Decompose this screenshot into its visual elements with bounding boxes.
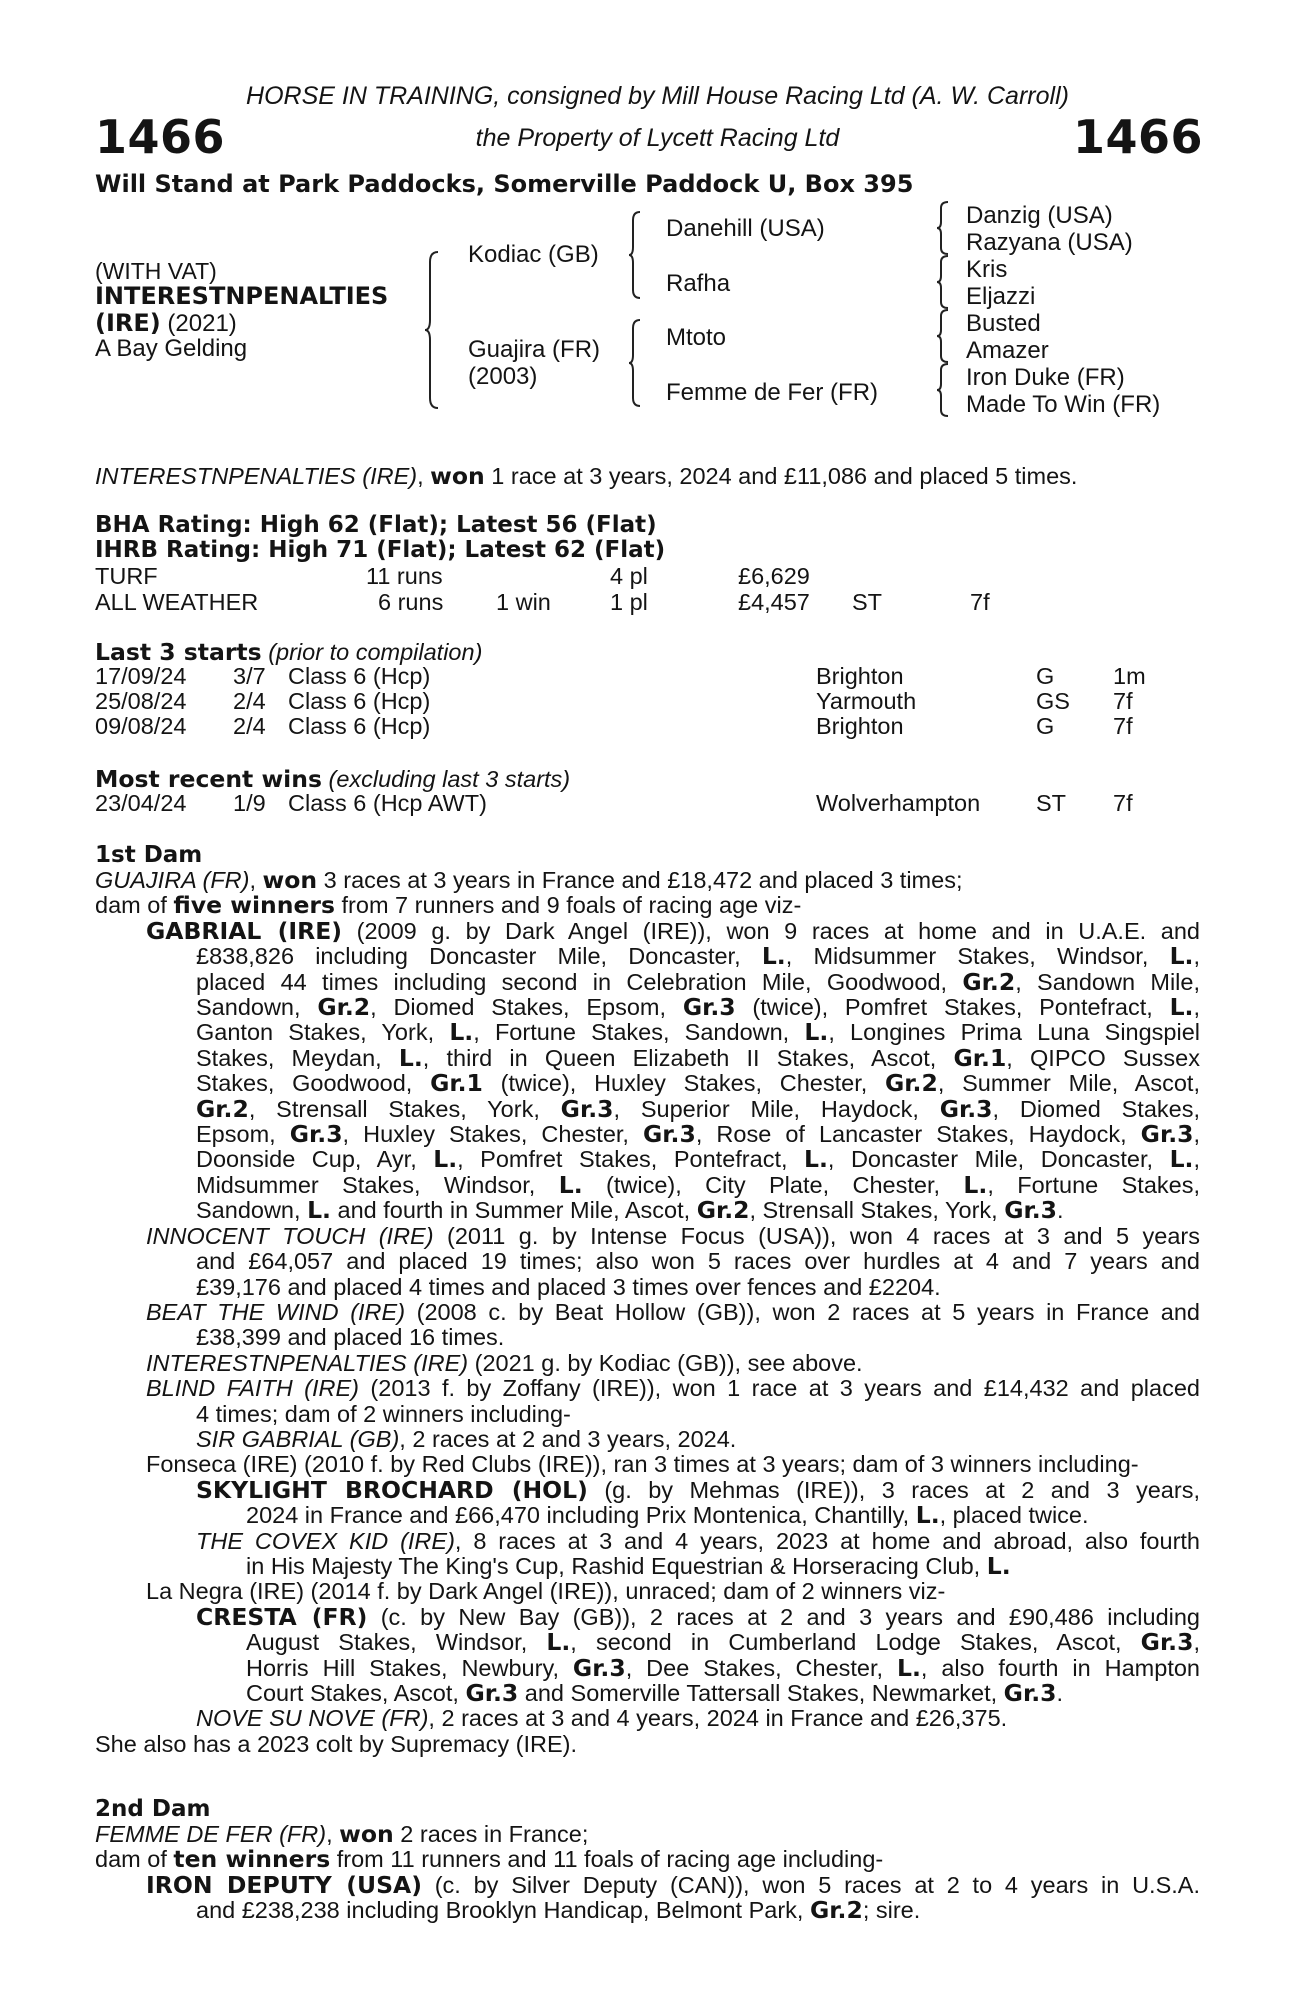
second-dam-produce-line [95, 1847, 1200, 1872]
second-dam-won: won [339, 1820, 394, 1848]
produce-text: placed 44 times including second in Celebration Mile, Goodwood, Gr.2, Sandown Mile, [196, 967, 1200, 996]
produce-text: (2009 g. by Dark Angel (IRE)), won 9 races at home and in U.A.E. and [342, 917, 1200, 944]
pedigree-sire-sire: Danehill (USA) [666, 215, 825, 242]
produce-continuation [146, 944, 1200, 1223]
record-runs: 6 runs [378, 589, 444, 615]
start-going: GS [1036, 688, 1070, 714]
first-dam-line: GUAJIRA (FR), won 3 races at 3 years in France and £18,472 and placed 3 times; [95, 866, 963, 894]
start-going: G [1036, 663, 1055, 689]
produce-text: Stakes, Meydan, L., third in Queen Elizabeth II Stakes, Ascot, Gr.1, QIPCO Sussex [196, 1043, 1200, 1072]
produce-text: 2024 in France and £66,470 including Prix Montenica, Chantilly, L., placed twice. [246, 1501, 1089, 1530]
start-distance: 7f [1113, 688, 1133, 714]
first-dam-name: GUAJIRA (FR) [95, 867, 250, 893]
pedigree-g5: Busted [966, 310, 1041, 337]
record-prize: £4,457 [738, 589, 810, 615]
record-surface: ALL WEATHER [95, 589, 259, 615]
produce-blind-faith [95, 1376, 1200, 1427]
bha-rating: BHA Rating: High 62 (Flat); Latest 56 (Flat) [95, 512, 657, 538]
produce-text: Ganton Stakes, York, L., Fortune Stakes, Sandown, L., Longines Prima Luna Singspiel [196, 1018, 1201, 1047]
record-placed: 1 pl [610, 589, 648, 615]
pedigree-g3: Kris [966, 256, 1008, 283]
record-placed: 4 pl [610, 563, 648, 589]
produce-name: INNOCENT TOUCH (IRE) [146, 1222, 434, 1249]
produce-text: (2013 f. by Zoffany (IRE)), won 1 race at 3 years and £14,432 and placed [359, 1375, 1200, 1402]
produce-text: (g. by Mehmas (IRE)), 3 races at 2 and 3 years, [587, 1476, 1200, 1503]
pedigree-g1: Danzig (USA) [966, 202, 1113, 229]
record-runs: 11 runs [366, 563, 443, 589]
produce-continuation [196, 1503, 1200, 1528]
pedigree-brace-dam [628, 318, 644, 408]
produce-cresta [95, 1602, 1200, 1707]
win-date: 23/04/24 [95, 790, 187, 816]
produce-name: NOVE SU NOVE (FR) [196, 1705, 429, 1732]
pedigree-dam-year: (2003) [468, 363, 538, 390]
start-position: 2/4 [233, 713, 266, 739]
produce-text: (c. by New Bay (GB)), 2 races at 2 and 3 years and £90,486 including [367, 1603, 1200, 1630]
produce-text: Sandown, Gr.2, Diomed Stakes, Epsom, Gr.3 (twice), Pomfret Stakes, Pontefract, L., [196, 993, 1200, 1022]
start-position: 2/4 [233, 688, 266, 714]
start-distance: 7f [1113, 713, 1133, 739]
pedigree-brace-sire [628, 210, 644, 300]
produce-name: CRESTA (FR) [196, 1602, 368, 1631]
horse-description: A Bay Gelding [95, 335, 248, 362]
produce-text: Gr.2, Strensall Stakes, York, Gr.3, Superior Mile, Haydock, Gr.3, Diomed Stakes, [196, 1094, 1201, 1123]
dam-of-label: dam of [95, 892, 167, 919]
second-dam-title: 2nd Dam [95, 1796, 211, 1822]
produce-name: SIR GABRIAL (GB) [196, 1425, 400, 1452]
win-course: Wolverhampton [816, 790, 981, 816]
produce-continuation [146, 1325, 1200, 1350]
produce-name: BEAT THE WIND (IRE) [146, 1298, 406, 1325]
produce-innocent-touch [95, 1224, 1200, 1300]
start-course: Yarmouth [816, 688, 917, 714]
consignment-line: HORSE IN TRAINING, consigned by Mill House Racing Ltd (A. W. Carroll) [246, 82, 1069, 110]
pedigree-g8: Made To Win (FR) [966, 391, 1161, 418]
produce-covex-kid [95, 1529, 1200, 1580]
pedigree-dam: Guajira (FR) [468, 336, 601, 363]
produce-continuation [146, 1898, 1200, 1923]
produce-text: August Stakes, Windsor, L., second in Cumberland Lodge Stakes, Ascot, Gr.3, [246, 1628, 1200, 1657]
produce-sir-gabrial [95, 1427, 1200, 1452]
dam-of-label: dam of [95, 1846, 167, 1873]
produce-text: , 2 races at 3 and 4 years, 2024 in France and £26,375. [428, 1705, 1008, 1732]
start-date: 17/09/24 [95, 663, 187, 689]
record-surface: TURF [95, 563, 158, 589]
pedigree-brace-g2 [936, 254, 952, 310]
horse-name: INTERESTNPENALTIES [95, 282, 389, 310]
start-class: Class 6 (Hcp) [288, 663, 431, 689]
pedigree-g2: Razyana (USA) [966, 229, 1133, 256]
horse-country: (IRE) [95, 309, 161, 337]
property-line: the Property of Lycett Racing Ltd [475, 124, 840, 152]
start-course: Brighton [816, 663, 904, 689]
produce-text: Midsummer Stakes, Windsor, L. (twice), City Plate, Chester, L., Fortune Stakes, [196, 1170, 1201, 1199]
produce-continuation [146, 1402, 1200, 1427]
produce-text: £39,176 and placed 4 times and placed 3 times over fences and £2204. [196, 1273, 941, 1300]
produce-continuation [146, 1249, 1200, 1300]
produce-nove-su-nove [95, 1706, 1200, 1731]
win-position: 1/9 [233, 790, 266, 816]
produce-name: INTERESTNPENALTIES (IRE) [146, 1349, 469, 1376]
race-summary: INTERESTNPENALTIES (IRE), won 1 race at 3 years, 2024 and £11,086 and placed 5 times. [95, 462, 1078, 490]
pedigree-brace-g3 [936, 308, 952, 364]
summary-won: won [430, 462, 485, 490]
pedigree-brace-main [424, 250, 442, 410]
produce-text: in His Majesty The King's Cup, Rashid Equestrian & Horseracing Club, L. [246, 1551, 1011, 1580]
runners-foals: from 11 runners and 11 foals of racing age including- [336, 1846, 884, 1873]
produce-text: (2008 c. by Beat Hollow (GB)), won 2 races at 5 years in France and [405, 1298, 1200, 1325]
produce-text: , 8 races at 3 and 4 years, 2023 at home and abroad, also fourth [454, 1527, 1200, 1554]
last-starts-note: (prior to compilation) [268, 639, 483, 665]
winners-count: five winners [173, 891, 335, 920]
start-course: Brighton [816, 713, 904, 739]
runners-foals: from 7 runners and 9 foals of racing age viz- [341, 892, 802, 919]
second-dam-name: FEMME DE FER (FR) [95, 1821, 327, 1847]
produce-text: (c. by Silver Deputy (CAN)), won 5 races at 2 to 4 years in U.S.A. [421, 1871, 1200, 1898]
recent-wins-title: Most recent wins [95, 765, 322, 793]
first-dam-section [95, 868, 1200, 1757]
record-distance: 7f [970, 589, 990, 615]
pedigree-brace-g4 [936, 362, 952, 418]
produce-text: Sandown, L. and fourth in Summer Mile, Ascot, Gr.2, Strensall Stakes, York, Gr.3. [196, 1196, 1064, 1225]
summary-rest: 1 race at 3 years, 2024 and £11,086 and placed 5 times. [491, 463, 1078, 489]
start-date: 25/08/24 [95, 688, 187, 714]
produce-gabrial [95, 916, 1201, 1225]
produce-text: Doonside Cup, Ayr, L., Pomfret Stakes, Pontefract, L., Doncaster Mile, Doncaster, L., [196, 1145, 1200, 1174]
produce-name: GABRIAL (IRE) [146, 916, 343, 945]
horse-name-suffix-year [95, 309, 237, 338]
produce-text: Epsom, Gr.3, Huxley Stakes, Chester, Gr.3, Rose of Lancaster Stakes, Haydock, Gr.3, [196, 1120, 1201, 1149]
produce-text: £838,826 including Doncaster Mile, Doncaster, L., Midsummer Stakes, Windsor, L., [196, 942, 1200, 971]
start-date: 09/08/24 [95, 713, 187, 739]
produce-text: (2021 g. by Kodiac (GB)), see above. [468, 1349, 863, 1376]
start-position: 3/7 [233, 663, 266, 689]
start-class: Class 6 (Hcp) [288, 688, 431, 714]
recent-wins-note: (excluding last 3 starts) [328, 766, 571, 792]
produce-text: and £238,238 including Brooklyn Handicap, Belmont Park, Gr.2; sire. [196, 1896, 921, 1925]
produce-interestnpenalties [95, 1351, 1200, 1376]
record-prize: £6,629 [738, 563, 810, 589]
produce-name: BLIND FAITH (IRE) [146, 1375, 360, 1402]
produce-fonseca [95, 1452, 1200, 1477]
second-dam-section [95, 1822, 1200, 1924]
produce-beat-the-wind [95, 1300, 1200, 1351]
produce-name: SKYLIGHT BROCHARD (HOL) [196, 1475, 588, 1504]
pedigree-sire-dam: Rafha [666, 270, 731, 297]
produce-name: THE COVEX KID (IRE) [196, 1527, 455, 1554]
produce-text: and £64,057 and placed 19 times; also won 5 races over hurdles at 4 and 7 years and [196, 1248, 1200, 1275]
win-distance: 7f [1113, 790, 1133, 816]
first-dam-title: 1st Dam [95, 842, 203, 868]
produce-continuation [196, 1630, 1200, 1706]
stand-location: Will Stand at Park Paddocks, Somerville Paddock U, Box 395 [95, 170, 914, 198]
second-dam-record: 2 races in France; [400, 1821, 589, 1847]
lot-number-left: 1466 [95, 110, 226, 164]
record-wins: 1 win [496, 589, 551, 615]
pedigree-g6: Amazer [966, 337, 1049, 364]
produce-text: 4 times; dam of 2 winners including- [196, 1400, 571, 1427]
produce-text: £38,399 and placed 16 times. [196, 1324, 505, 1351]
first-dam-record: 3 races at 3 years in France and £18,472 and placed 3 times; [323, 867, 963, 893]
produce-skylight-brochard [95, 1475, 1200, 1530]
produce-name: IRON DEPUTY (USA) [146, 1870, 422, 1899]
produce-text: (2011 g. by Intense Focus (USA)), won 4 races at 3 and 5 years [433, 1222, 1200, 1249]
summary-horse-name: INTERESTNPENALTIES (IRE) [95, 463, 418, 489]
produce-text: , 2 races at 2 and 3 years, 2024. [399, 1425, 737, 1452]
ihrb-rating: IHRB Rating: High 71 (Flat); Latest 62 (Flat) [95, 537, 666, 563]
pedigree-g4: Eljazzi [966, 283, 1036, 310]
win-going: ST [1036, 790, 1067, 816]
first-dam-produce-line [95, 893, 1200, 918]
last-starts-title: Last 3 starts [95, 638, 262, 666]
second-dam-line: FEMME DE FER (FR), won 2 races in France; [95, 1820, 589, 1848]
also-has-note: She also has a 2023 colt by Supremacy (IRE). [95, 1730, 577, 1757]
start-class: Class 6 (Hcp) [288, 713, 431, 739]
produce-iron-deputy [95, 1870, 1200, 1925]
pedigree-sire: Kodiac (GB) [468, 241, 599, 268]
pedigree-g7: Iron Duke (FR) [966, 364, 1125, 391]
winners-count: ten winners [173, 1845, 331, 1874]
horse-year: (2021) [167, 310, 237, 337]
produce-text: Fonseca (IRE) (2010 f. by Red Clubs (IRE)), ran 3 times at 3 years; dam of 3 winners including- [146, 1451, 1139, 1478]
pedigree-dam-dam: Femme de Fer (FR) [666, 379, 879, 406]
produce-text: La Negra (IRE) (2014 f. by Dark Angel (IRE)), unraced; dam of 2 winners viz- [146, 1578, 946, 1605]
first-dam-won: won [262, 866, 318, 894]
recent-wins-heading [95, 765, 570, 793]
lot-number-right: 1466 [1072, 110, 1203, 164]
win-class: Class 6 (Hcp AWT) [288, 790, 487, 816]
record-going: ST [852, 589, 883, 615]
produce-text: Stakes, Goodwood, Gr.1 (twice), Huxley Stakes, Chester, Gr.2, Summer Mile, Ascot, [196, 1069, 1200, 1098]
pedigree-brace-g1 [936, 200, 952, 256]
last-starts-heading [95, 638, 482, 666]
start-distance: 1m [1113, 663, 1146, 689]
produce-text: Horris Hill Stakes, Newbury, Gr.3, Dee Stakes, Chester, L., also fourth in Hampton [246, 1653, 1200, 1682]
start-going: G [1036, 713, 1055, 739]
produce-text: Court Stakes, Ascot, Gr.3 and Somerville Tattersall Stakes, Newmarket, Gr.3. [246, 1679, 1064, 1707]
produce-la-negra [95, 1579, 1200, 1604]
pedigree-dam-sire: Mtoto [666, 324, 727, 351]
produce-continuation [196, 1551, 1200, 1580]
vat-note: (WITH VAT) [95, 258, 217, 284]
